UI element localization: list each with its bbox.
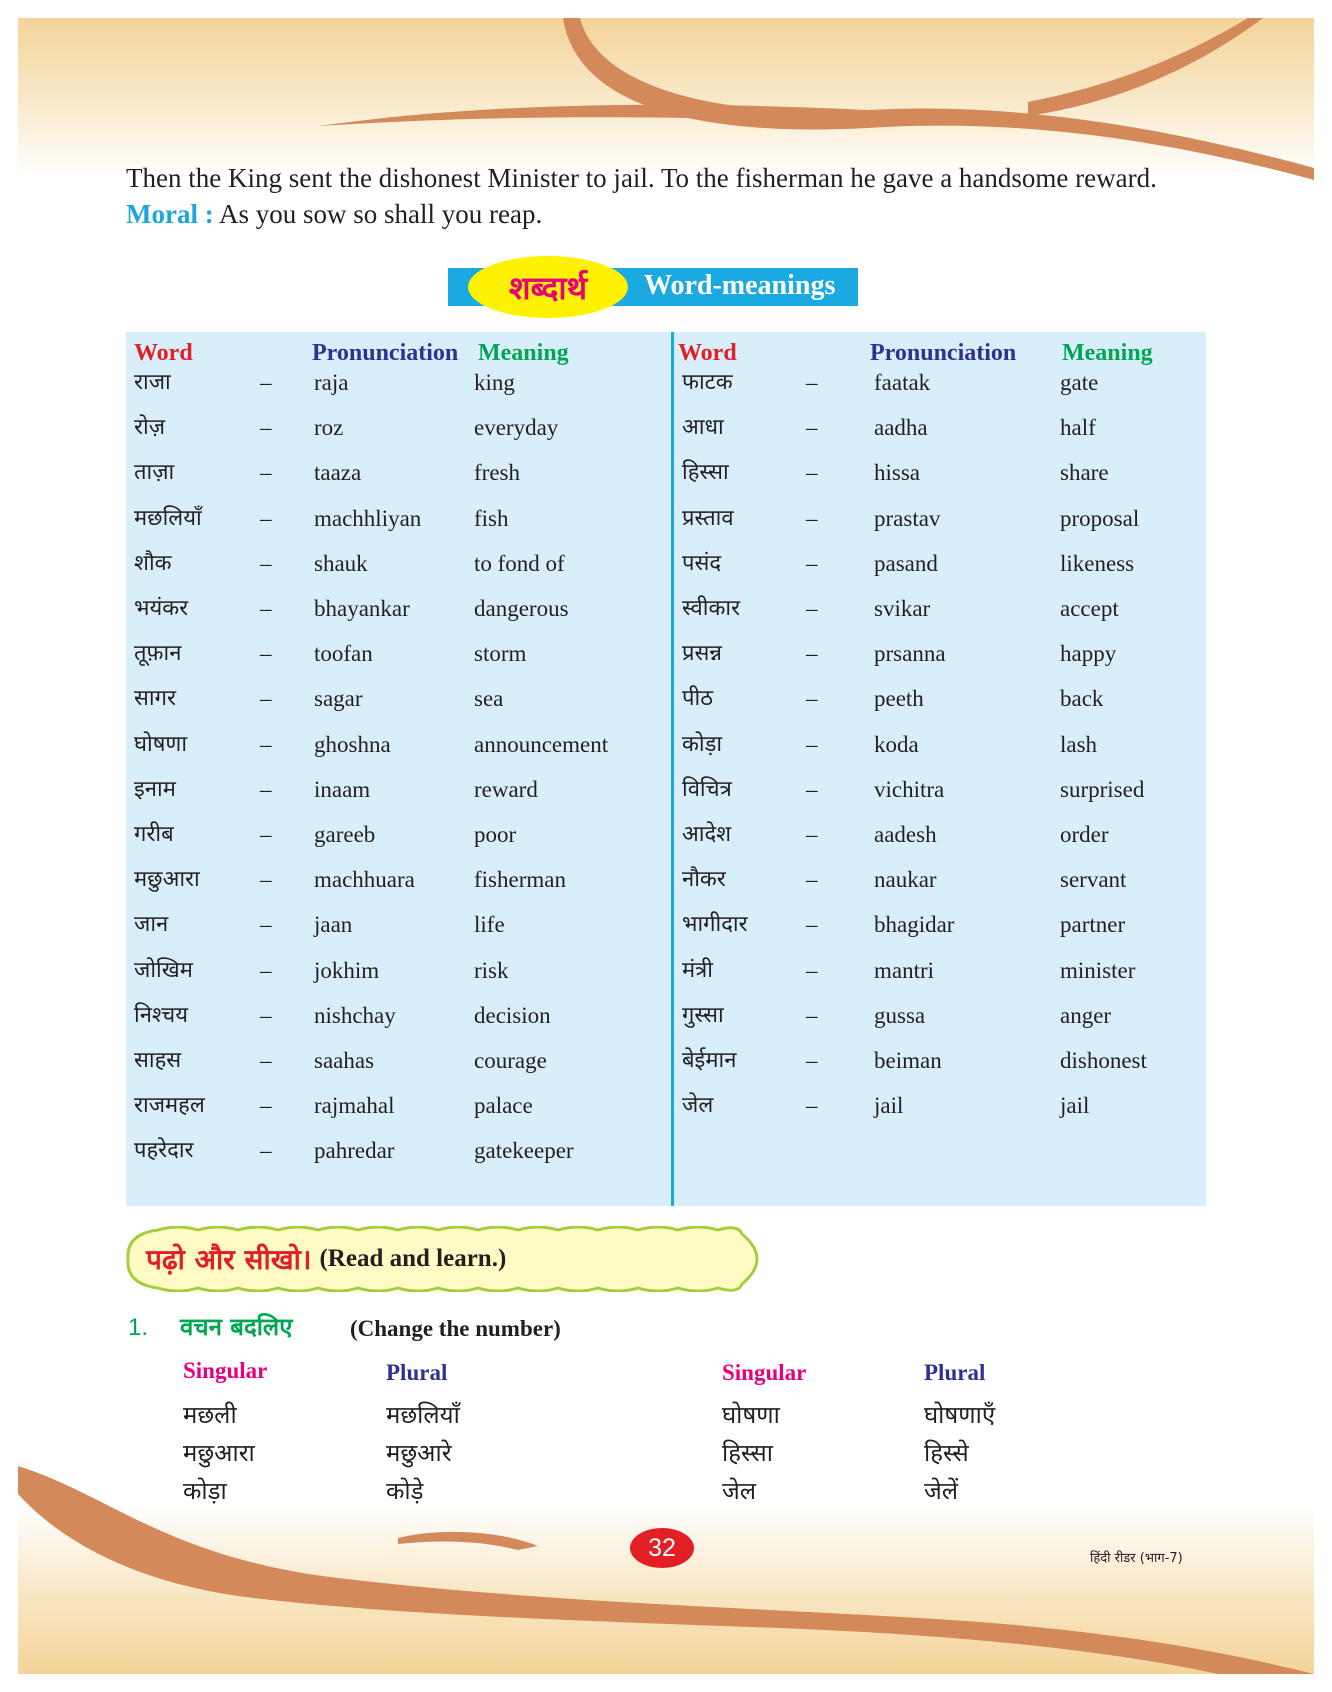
right-header-meaning: Meaning	[1062, 340, 1153, 366]
right-row-meaning: share	[1060, 460, 1109, 485]
left-row-dash: –	[260, 370, 272, 395]
left-row-dash: –	[260, 506, 272, 531]
right-row-word: प्रस्ताव	[682, 506, 734, 531]
right-row-meaning: gate	[1060, 370, 1099, 395]
left-row-pronunciation: nishchay	[314, 1003, 396, 1028]
right-row-meaning: jail	[1060, 1093, 1090, 1118]
right-row-meaning: accept	[1060, 596, 1119, 621]
singular-word: कोड़ा	[183, 1477, 227, 1505]
right-row-dash: –	[806, 1003, 818, 1028]
left-row-meaning: decision	[474, 1003, 551, 1028]
left-row-meaning: poor	[474, 822, 517, 847]
right-row-dash: –	[806, 1048, 818, 1073]
right-row-dash: –	[806, 460, 818, 485]
left-row-meaning: fresh	[474, 460, 520, 485]
word-meanings-oval	[468, 256, 628, 318]
right-row-meaning: happy	[1060, 641, 1117, 666]
left-row-word: निश्चय	[134, 1003, 188, 1028]
moral-label: Moral :	[126, 199, 214, 229]
left-row-word: मछलियाँ	[134, 506, 202, 531]
right-row-dash: –	[806, 370, 818, 395]
left-row-word: ताज़ा	[134, 460, 175, 485]
right-plural-header: Plural	[924, 1360, 986, 1385]
right-header-word: Word	[678, 340, 737, 366]
left-row-meaning: courage	[474, 1048, 547, 1073]
word-meanings-english-title: Word-meanings	[644, 270, 836, 301]
right-row-dash: –	[806, 596, 818, 621]
story-line: Then the King sent the dishonest Minister to jail. To the fisherman he gave a handsome reward.	[126, 163, 1157, 193]
left-row-pronunciation: sagar	[314, 686, 363, 711]
left-row-word: शौक	[134, 551, 172, 576]
right-singular-header: Singular	[722, 1360, 807, 1385]
right-row-word: मंत्री	[682, 958, 713, 983]
right-row-word: हिस्सा	[682, 460, 729, 485]
left-row-dash: –	[260, 1048, 272, 1073]
left-row-dash: –	[260, 732, 272, 757]
plural-word: घोषणाएँ	[924, 1401, 996, 1429]
right-row-meaning: anger	[1060, 1003, 1112, 1028]
right-row-word: कोड़ा	[682, 732, 723, 757]
right-row-meaning: order	[1060, 822, 1109, 847]
left-row-pronunciation: roz	[314, 415, 344, 440]
left-singular-header: Singular	[183, 1358, 268, 1383]
right-row-dash: –	[806, 415, 818, 440]
right-row-pronunciation: svikar	[874, 596, 931, 621]
left-row-word: जोखिम	[134, 958, 193, 983]
right-row-pronunciation: gussa	[874, 1003, 926, 1028]
right-row-pronunciation: bhagidar	[874, 912, 955, 937]
right-row-word: फाटक	[682, 370, 733, 395]
right-row-dash: –	[806, 551, 818, 576]
read-and-learn-english: (Read and learn.)	[319, 1245, 507, 1272]
right-row-pronunciation: vichitra	[874, 777, 945, 802]
right-row-dash: –	[806, 958, 818, 983]
right-row-pronunciation: beiman	[874, 1048, 942, 1073]
left-row-dash: –	[260, 641, 272, 666]
right-row-pronunciation: prsanna	[874, 641, 946, 666]
left-row-pronunciation: gareeb	[314, 822, 376, 847]
book-title-footer: हिंदी रीडर (भाग-7)	[1090, 1551, 1183, 1566]
word-meanings-heading	[448, 256, 882, 318]
right-row-word: नौकर	[682, 867, 726, 892]
singular-word: मछुआरा	[183, 1439, 255, 1467]
exercise-title-hindi: वचन बदलिए	[180, 1313, 293, 1341]
left-row-word: रोज़	[134, 415, 166, 440]
right-row-pronunciation: naukar	[874, 867, 937, 892]
left-row-pronunciation: taaza	[314, 460, 362, 485]
plural-word: मछुआरे	[386, 1439, 452, 1467]
right-row-dash: –	[806, 912, 818, 937]
left-row-pronunciation: jaan	[314, 912, 353, 937]
right-row-meaning: half	[1060, 415, 1096, 440]
right-row-meaning: partner	[1060, 912, 1126, 937]
left-row-dash: –	[260, 1003, 272, 1028]
left-header-word: Word	[134, 340, 193, 366]
plural-word: मछलियाँ	[386, 1401, 460, 1429]
right-row-meaning: minister	[1060, 958, 1136, 983]
right-row-meaning: lash	[1060, 732, 1098, 757]
left-row-meaning: king	[474, 370, 515, 395]
right-row-word: आदेश	[682, 822, 732, 847]
left-row-dash: –	[260, 958, 272, 983]
left-header-pronunciation: Pronunciation	[312, 340, 459, 366]
page-number-badge	[630, 1528, 694, 1568]
left-row-word: तूफ़ान	[134, 641, 182, 666]
singular-word: मछली	[183, 1401, 237, 1429]
right-row-word: आधा	[682, 415, 724, 440]
word-meanings-hindi-title: शब्दार्थ	[508, 268, 588, 307]
left-row-word: घोषणा	[134, 732, 188, 757]
right-row-word: पसंद	[682, 551, 722, 576]
singular-word: हिस्सा	[722, 1439, 773, 1467]
right-header-pronunciation: Pronunciation	[870, 340, 1017, 366]
left-row-dash: –	[260, 822, 272, 847]
right-row-word: प्रसन्न	[682, 641, 722, 666]
left-header-meaning: Meaning	[478, 340, 569, 366]
left-row-dash: –	[260, 551, 272, 576]
right-row-dash: –	[806, 732, 818, 757]
exercise-number: 1.	[128, 1314, 149, 1341]
left-row-meaning: fisherman	[474, 867, 566, 892]
right-row-dash: –	[806, 686, 818, 711]
left-row-meaning: reward	[474, 777, 538, 802]
left-row-word: राजमहल	[134, 1093, 205, 1118]
right-row-word: जेल	[682, 1093, 714, 1118]
left-row-dash: –	[260, 596, 272, 621]
left-row-pronunciation: raja	[314, 370, 349, 395]
left-row-word: इनाम	[134, 777, 176, 802]
left-row-meaning: everyday	[474, 415, 559, 440]
right-row-dash: –	[806, 641, 818, 666]
left-row-dash: –	[260, 460, 272, 485]
right-row-dash: –	[806, 506, 818, 531]
left-row-word: भयंकर	[134, 596, 189, 621]
left-row-pronunciation: machhliyan	[314, 506, 422, 531]
left-row-pronunciation: pahredar	[314, 1138, 395, 1163]
plural-word: हिस्से	[924, 1439, 969, 1467]
left-row-pronunciation: saahas	[314, 1048, 375, 1073]
plural-word: जेलें	[924, 1477, 959, 1505]
singular-word: जेल	[722, 1477, 757, 1505]
right-row-dash: –	[806, 822, 818, 847]
left-row-meaning: to fond of	[474, 551, 565, 576]
left-row-meaning: dangerous	[474, 596, 569, 621]
left-row-word: पहरेदार	[134, 1138, 194, 1163]
left-row-word: जान	[134, 912, 169, 937]
right-row-meaning: likeness	[1060, 551, 1135, 576]
left-row-meaning: announcement	[474, 732, 609, 757]
left-row-dash: –	[260, 777, 272, 802]
right-row-meaning: back	[1060, 686, 1104, 711]
left-plural-header: Plural	[386, 1360, 448, 1385]
left-row-pronunciation: shauk	[314, 551, 368, 576]
right-row-word: गुस्सा	[682, 1003, 724, 1028]
left-row-meaning: life	[474, 912, 505, 937]
right-row-word: स्वीकार	[682, 596, 741, 621]
singular-word: घोषणा	[722, 1401, 780, 1429]
left-row-dash: –	[260, 867, 272, 892]
left-row-word: राजा	[134, 370, 171, 395]
left-row-word: मछुआरा	[134, 867, 200, 892]
right-row-pronunciation: aadesh	[874, 822, 937, 847]
right-row-word: भागीदार	[682, 912, 748, 937]
right-row-pronunciation: prastav	[874, 506, 941, 531]
left-row-pronunciation: rajmahal	[314, 1093, 395, 1118]
table-divider	[671, 332, 674, 1206]
left-row-dash: –	[260, 1093, 272, 1118]
left-row-word: साहस	[134, 1048, 182, 1073]
right-row-pronunciation: hissa	[874, 460, 920, 485]
left-row-meaning: fish	[474, 506, 509, 531]
story-ending	[126, 160, 1157, 232]
left-row-dash: –	[260, 1138, 272, 1163]
moral-line	[126, 196, 1157, 232]
moral-text: As you sow so shall you reap.	[218, 199, 543, 229]
left-row-word: गरीब	[134, 822, 174, 847]
right-row-pronunciation: peeth	[874, 686, 924, 711]
left-row-pronunciation: toofan	[314, 641, 373, 666]
right-row-meaning: proposal	[1060, 506, 1140, 531]
left-row-pronunciation: bhayankar	[314, 596, 410, 621]
left-row-meaning: sea	[474, 686, 504, 711]
right-row-pronunciation: jail	[874, 1093, 904, 1118]
right-row-word: विचित्र	[682, 777, 732, 802]
left-row-pronunciation: machhuara	[314, 867, 415, 892]
right-row-word: पीठ	[682, 686, 713, 711]
right-row-pronunciation: faatak	[874, 370, 931, 395]
page-number: 32	[648, 1533, 676, 1562]
right-row-meaning: dishonest	[1060, 1048, 1147, 1073]
right-row-dash: –	[806, 1093, 818, 1118]
left-row-pronunciation: inaam	[314, 777, 371, 802]
plural-word: कोड़े	[386, 1477, 424, 1505]
right-row-meaning: surprised	[1060, 777, 1145, 802]
left-row-meaning: storm	[474, 641, 527, 666]
right-row-pronunciation: pasand	[874, 551, 938, 576]
right-row-word: बेईमान	[682, 1048, 737, 1073]
left-row-meaning: risk	[474, 958, 509, 983]
right-row-pronunciation: aadha	[874, 415, 928, 440]
left-row-word: सागर	[134, 686, 176, 711]
left-row-dash: –	[260, 912, 272, 937]
left-row-dash: –	[260, 415, 272, 440]
left-row-dash: –	[260, 686, 272, 711]
left-row-pronunciation: ghoshna	[314, 732, 391, 757]
right-row-pronunciation: koda	[874, 732, 919, 757]
left-row-pronunciation: jokhim	[314, 958, 380, 983]
read-and-learn-hindi: पढ़ो और सीखो।	[146, 1243, 312, 1276]
right-row-meaning: servant	[1060, 867, 1127, 892]
right-row-dash: –	[806, 867, 818, 892]
exercise-title-english: (Change the number)	[350, 1316, 561, 1341]
right-row-dash: –	[806, 777, 818, 802]
page	[18, 18, 1314, 1674]
word-meanings-table	[126, 332, 1206, 1206]
left-row-meaning: gatekeeper	[474, 1138, 574, 1163]
right-row-pronunciation: mantri	[874, 958, 935, 983]
read-and-learn-title	[146, 1226, 506, 1292]
read-and-learn-banner	[126, 1226, 772, 1292]
left-row-meaning: palace	[474, 1093, 533, 1118]
